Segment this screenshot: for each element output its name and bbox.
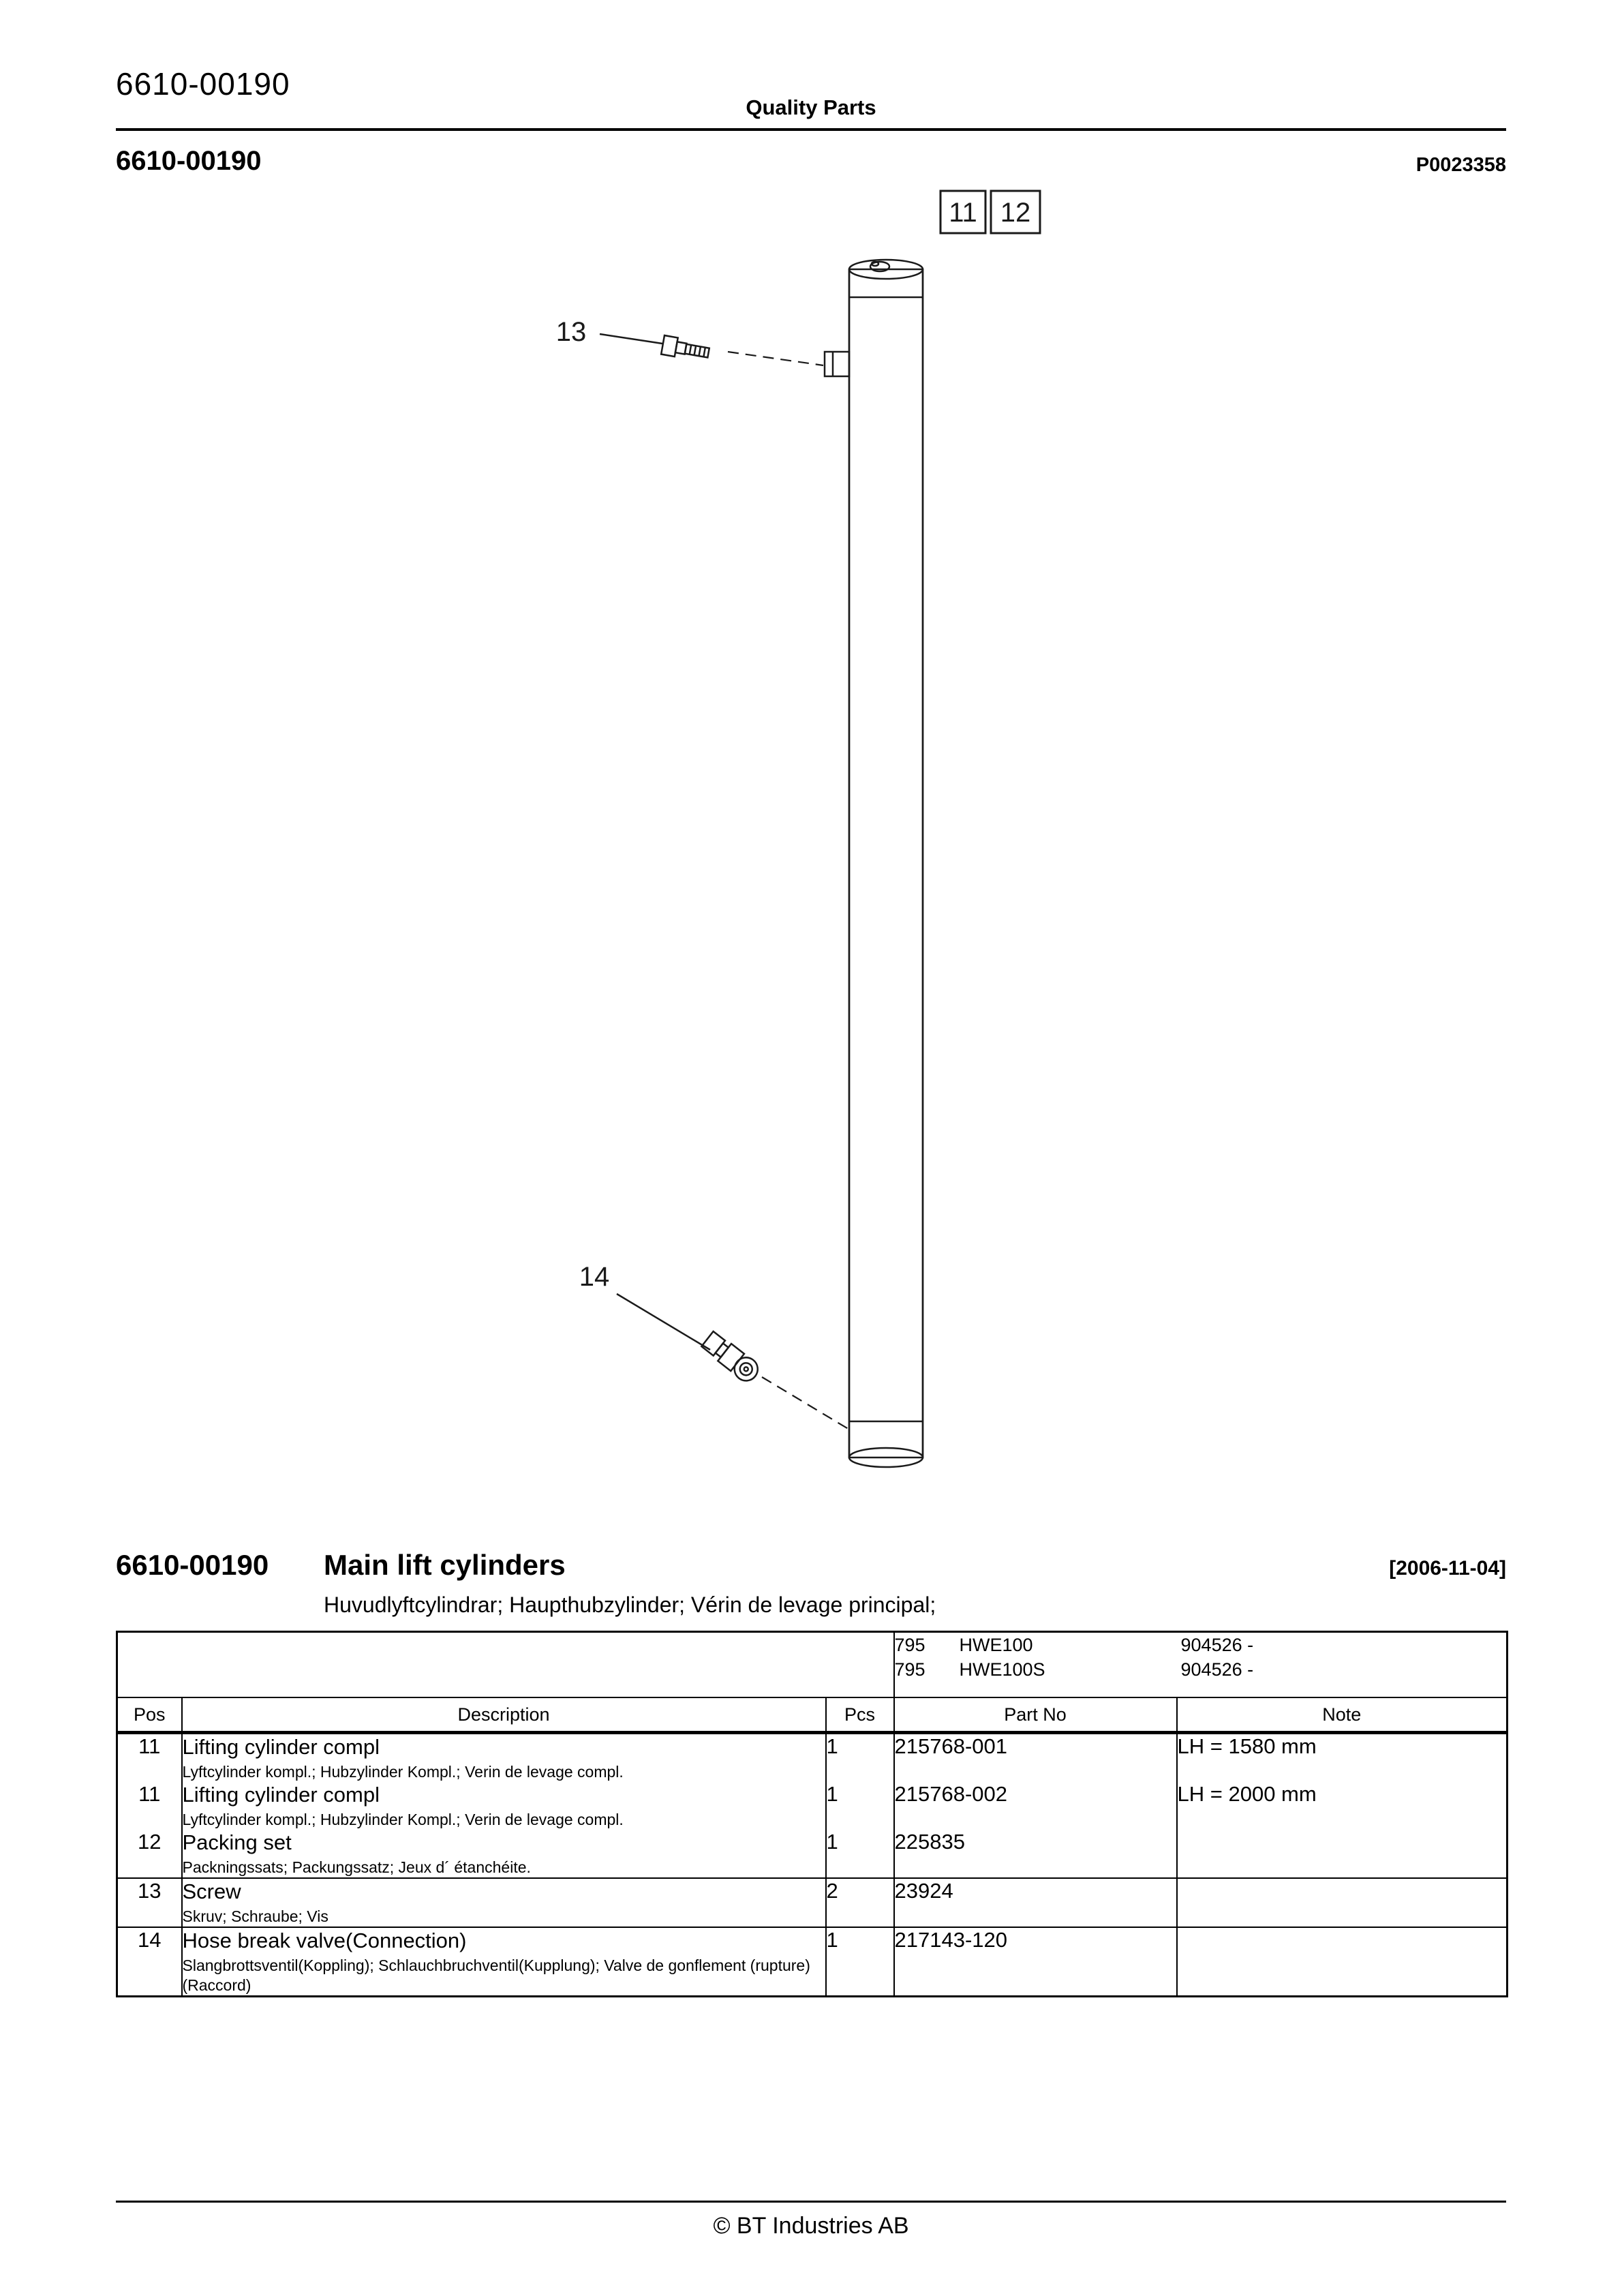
table-row — [117, 1830, 1508, 1878]
callout-13-label: 13 — [555, 317, 587, 347]
row-description — [182, 1782, 826, 1830]
side-port-13 — [825, 352, 849, 376]
column-header-row — [117, 1697, 1508, 1733]
page-title: Quality Parts — [746, 95, 876, 119]
row-description-sub: Packningssats; Packungssatz; Jeux d´ étanchéite. — [182, 1858, 531, 1876]
callout-11-label: 11 — [949, 198, 977, 228]
dashed-line-13 — [728, 352, 823, 365]
row-pos: 13 — [117, 1878, 182, 1927]
section-title: Main lift cylinders — [324, 1549, 566, 1581]
section-subtitle: Huvudlyftcylindrar; Haupthubzylinder; Vérin de levage principal; — [324, 1592, 936, 1617]
table-row — [117, 1878, 1508, 1927]
row-description — [182, 1927, 826, 1997]
row-part-no: 217143-120 — [894, 1927, 1177, 1997]
table-row — [117, 1782, 1508, 1830]
screw-part — [661, 335, 710, 362]
models-cell — [894, 1632, 1508, 1697]
callout-14-label: 14 — [579, 1262, 610, 1292]
row-description-sub: Slangbrottsventil(Koppling); Schlauchbruchventil(Kupplung); Valve de gonflement (rupture)(Raccord) — [182, 1956, 810, 1994]
row-pos: 12 — [117, 1830, 182, 1878]
row-part-no: 215768-002 — [894, 1782, 1177, 1830]
exploded-view-diagram — [0, 170, 1622, 1568]
footer-rule — [116, 2201, 1506, 2203]
footer-copyright: © BT Industries AB — [713, 2213, 909, 2239]
row-note: LH = 2000 mm — [1177, 1782, 1508, 1830]
model-qty: 795 — [894, 1659, 925, 1680]
leader-line-14 — [617, 1294, 710, 1350]
photo-ref-code: P0023358 — [1416, 154, 1506, 176]
models-empty-cell — [117, 1632, 894, 1697]
model-name: HWE100 — [959, 1635, 1033, 1655]
row-pcs: 1 — [826, 1732, 894, 1782]
header-rule — [116, 128, 1506, 131]
row-part-no: 215768-001 — [894, 1732, 1177, 1782]
doc-number-bold: 6610-00190 — [116, 146, 262, 176]
column-header-pos: Pos — [117, 1697, 182, 1733]
model-name: HWE100S — [959, 1659, 1045, 1680]
row-description-main: Hose break valve(Connection) — [182, 1928, 467, 1952]
row-description-sub: Lyftcylinder kompl.; Hubzylinder Kompl.; Verin de levage compl. — [182, 1762, 624, 1781]
row-description — [182, 1732, 826, 1782]
row-description-main: Packing set — [182, 1830, 292, 1854]
column-header-part-no: Part No — [894, 1697, 1177, 1733]
row-pcs: 1 — [826, 1927, 894, 1997]
cylinder-outline — [825, 260, 923, 1467]
row-pos: 14 — [117, 1927, 182, 1997]
row-description-main: Screw — [182, 1879, 241, 1903]
row-description-sub: Lyftcylinder kompl.; Hubzylinder Kompl.; Verin de levage compl. — [182, 1810, 624, 1828]
section-number: 6610-00190 — [116, 1549, 269, 1581]
model-serial: 904526 - — [1180, 1635, 1254, 1655]
dashed-line-14 — [762, 1377, 851, 1430]
section-date: [2006-11-04] — [1389, 1557, 1506, 1580]
table-row — [117, 1732, 1508, 1782]
row-pos: 11 — [117, 1782, 182, 1830]
row-part-no: 225835 — [894, 1830, 1177, 1878]
model-line — [895, 1657, 1507, 1682]
model-line — [895, 1633, 1507, 1657]
row-description-sub: Skruv; Schraube; Vis — [182, 1907, 328, 1925]
column-header-description: Description — [182, 1697, 826, 1733]
row-description — [182, 1830, 826, 1878]
callout-12-label: 12 — [1000, 198, 1031, 228]
table-row — [117, 1927, 1508, 1997]
valve-part — [701, 1330, 763, 1386]
model-qty: 795 — [894, 1635, 925, 1655]
row-description-main: Lifting cylinder compl — [182, 1734, 380, 1759]
column-header-pcs: Pcs — [826, 1697, 894, 1733]
section-heading — [116, 1549, 1506, 1582]
model-serial: 904526 - — [1180, 1659, 1254, 1680]
row-pcs: 1 — [826, 1830, 894, 1878]
parts-table — [116, 1631, 1508, 1997]
row-note — [1177, 1878, 1508, 1927]
row-pcs: 1 — [826, 1782, 894, 1830]
models-row — [117, 1632, 1508, 1697]
parts-table-body — [117, 1732, 1508, 1996]
callout-12 — [991, 191, 1040, 233]
row-note: LH = 1580 mm — [1177, 1732, 1508, 1782]
column-header-note: Note — [1177, 1697, 1508, 1733]
row-pos: 11 — [117, 1732, 182, 1782]
row-description — [182, 1878, 826, 1927]
row-note — [1177, 1927, 1508, 1997]
callout-11 — [940, 191, 985, 233]
leader-line-13 — [600, 334, 662, 344]
row-note — [1177, 1830, 1508, 1878]
doc-number-top: 6610-00190 — [116, 66, 290, 102]
row-part-no: 23924 — [894, 1878, 1177, 1927]
row-description-main: Lifting cylinder compl — [182, 1782, 380, 1807]
row-pcs: 2 — [826, 1878, 894, 1927]
